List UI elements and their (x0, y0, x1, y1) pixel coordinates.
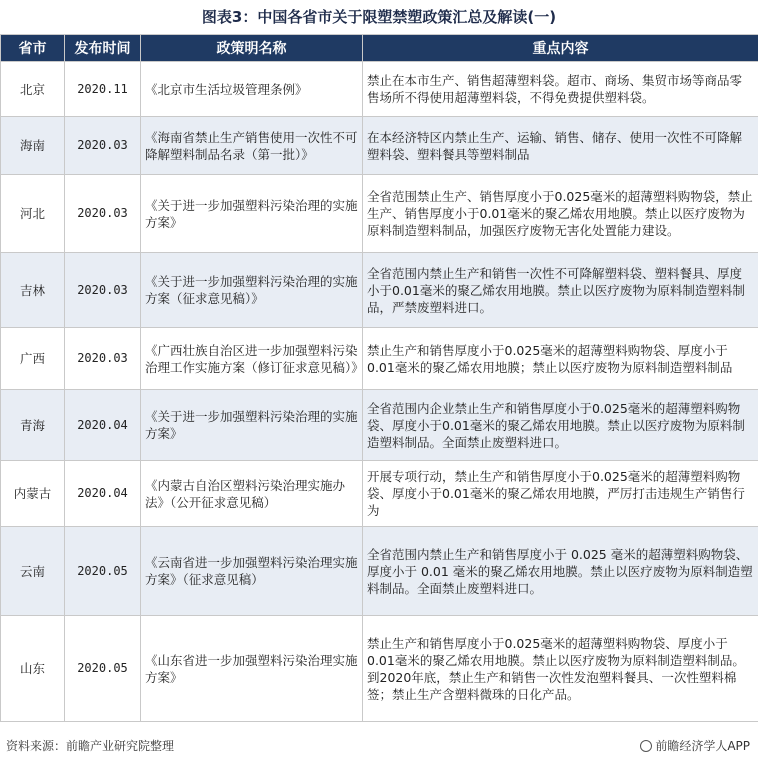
table-row (1, 253, 758, 328)
chart-title: 图表3：中国各省市关于限塑禁塑政策汇总及解读(一) (201, 8, 557, 26)
cell-content: 禁止在本市生产、销售超薄塑料袋。超市、商场、集贸市场等商品零售场所不得使用超薄塑料袋，不得免费提供塑料袋。 (363, 62, 758, 117)
cell-policy: 《关于进一步加强塑料污染治理的实施方案（征求意见稿）》 (141, 253, 363, 328)
cell-content: 全省范围禁止生产、销售厚度小于0.025毫米的超薄塑料购物袋，禁止生产、销售厚度小于0.01毫米的聚乙烯农用地膜。禁止以医疗废物为原料制造塑料制品，加强医疗废物无害化处置能力建设。 (363, 175, 758, 253)
table-row (1, 390, 758, 461)
cell-date: 2020.05 (65, 527, 141, 616)
policy-table (0, 34, 758, 722)
header-policy: 政策明名称 (141, 35, 363, 62)
footer (0, 733, 758, 759)
cell-policy: 《关于进一步加强塑料污染治理的实施方案》 (141, 390, 363, 461)
table-row (1, 616, 758, 722)
brand-text: 前瞻经济学人APP (655, 739, 750, 753)
table-row (1, 117, 758, 175)
cell-date: 2020.03 (65, 253, 141, 328)
cell-date: 2020.11 (65, 62, 141, 117)
table-row (1, 328, 758, 390)
table-row (1, 461, 758, 527)
cell-content: 开展专项行动，禁止生产和销售厚度小于0.025毫米的超薄塑料购物袋、厚度小于0.01毫米的聚乙烯农用地膜，严厉打击违规生产销售行为 (363, 461, 758, 527)
cell-date: 2020.03 (65, 328, 141, 390)
header-content: 重点内容 (363, 35, 758, 62)
header-province: 省市 (1, 35, 65, 62)
cell-province: 云南 (1, 527, 65, 616)
cell-date: 2020.03 (65, 117, 141, 175)
header-date: 发布时间 (65, 35, 141, 62)
brand-credit (640, 737, 750, 754)
cell-date: 2020.03 (65, 175, 141, 253)
table-header-row (1, 35, 758, 62)
cell-date: 2020.05 (65, 616, 141, 722)
cell-policy: 《云南省进一步加强塑料污染治理实施方案》（征求意见稿） (141, 527, 363, 616)
cell-date: 2020.04 (65, 390, 141, 461)
cell-province: 内蒙古 (1, 461, 65, 527)
cell-province: 北京 (1, 62, 65, 117)
table-row (1, 62, 758, 117)
cell-content: 全省范围内企业禁止生产和销售厚度小于0.025毫米的超薄塑料购物袋、厚度小于0.01毫米的聚乙烯农用地膜。禁止以医疗废物为原料制造塑料制品。全面禁止废塑料进口。 (363, 390, 758, 461)
cell-province: 广西 (1, 328, 65, 390)
brand-logo-icon (640, 740, 652, 752)
cell-content: 全省范围内禁止生产和销售厚度小于 0.025 毫米的超薄塑料购物袋、厚度小于 0.01 毫米的聚乙烯农用地膜。禁止以医疗废物为原料制造塑料制品。全面禁止废塑料进口。 (363, 527, 758, 616)
cell-content: 禁止生产和销售厚度小于0.025毫米的超薄塑料购物袋、厚度小于0.01毫米的聚乙烯农用地膜。禁止以医疗废物为原料制造塑料制品。到2020年底，禁止生产和销售一次性发泡塑料餐具、一次性塑料棉签；禁止生产含塑料微珠的日化产品。 (363, 616, 758, 722)
cell-policy: 《关于进一步加强塑料污染治理的实施方案》 (141, 175, 363, 253)
cell-policy: 《海南省禁止生产销售使用一次性不可降解塑料制品名录（第一批）》 (141, 117, 363, 175)
cell-province: 海南 (1, 117, 65, 175)
cell-province: 青海 (1, 390, 65, 461)
cell-content: 全省范围内禁止生产和销售一次性不可降解塑料袋、塑料餐具、厚度小于0.01毫米的聚乙烯农用地膜。禁止以医疗废物为原料制造塑料制品，严禁废塑料进口。 (363, 253, 758, 328)
cell-policy: 《内蒙古自治区塑料污染治理实施办法》（公开征求意见稿） (141, 461, 363, 527)
cell-content: 禁止生产和销售厚度小于0.025毫米的超薄塑料购物袋、厚度小于0.01毫米的聚乙烯农用地膜；禁止以医疗废物为原料制造塑料制品 (363, 328, 758, 390)
cell-date: 2020.04 (65, 461, 141, 527)
cell-province: 山东 (1, 616, 65, 722)
table-row (1, 527, 758, 616)
cell-province: 河北 (1, 175, 65, 253)
cell-content: 在本经济特区内禁止生产、运输、销售、储存、使用一次性不可降解塑料袋、塑料餐具等塑料制品 (363, 117, 758, 175)
cell-province: 吉林 (1, 253, 65, 328)
source-note: 资料来源：前瞻产业研究院整理 (6, 739, 175, 753)
table-row (1, 175, 758, 253)
cell-policy: 《北京市生活垃圾管理条例》 (141, 62, 363, 117)
cell-policy: 《山东省进一步加强塑料污染治理实施方案》 (141, 616, 363, 722)
cell-policy: 《广西壮族自治区进一步加强塑料污染治理工作实施方案（修订征求意见稿）》 (141, 328, 363, 390)
